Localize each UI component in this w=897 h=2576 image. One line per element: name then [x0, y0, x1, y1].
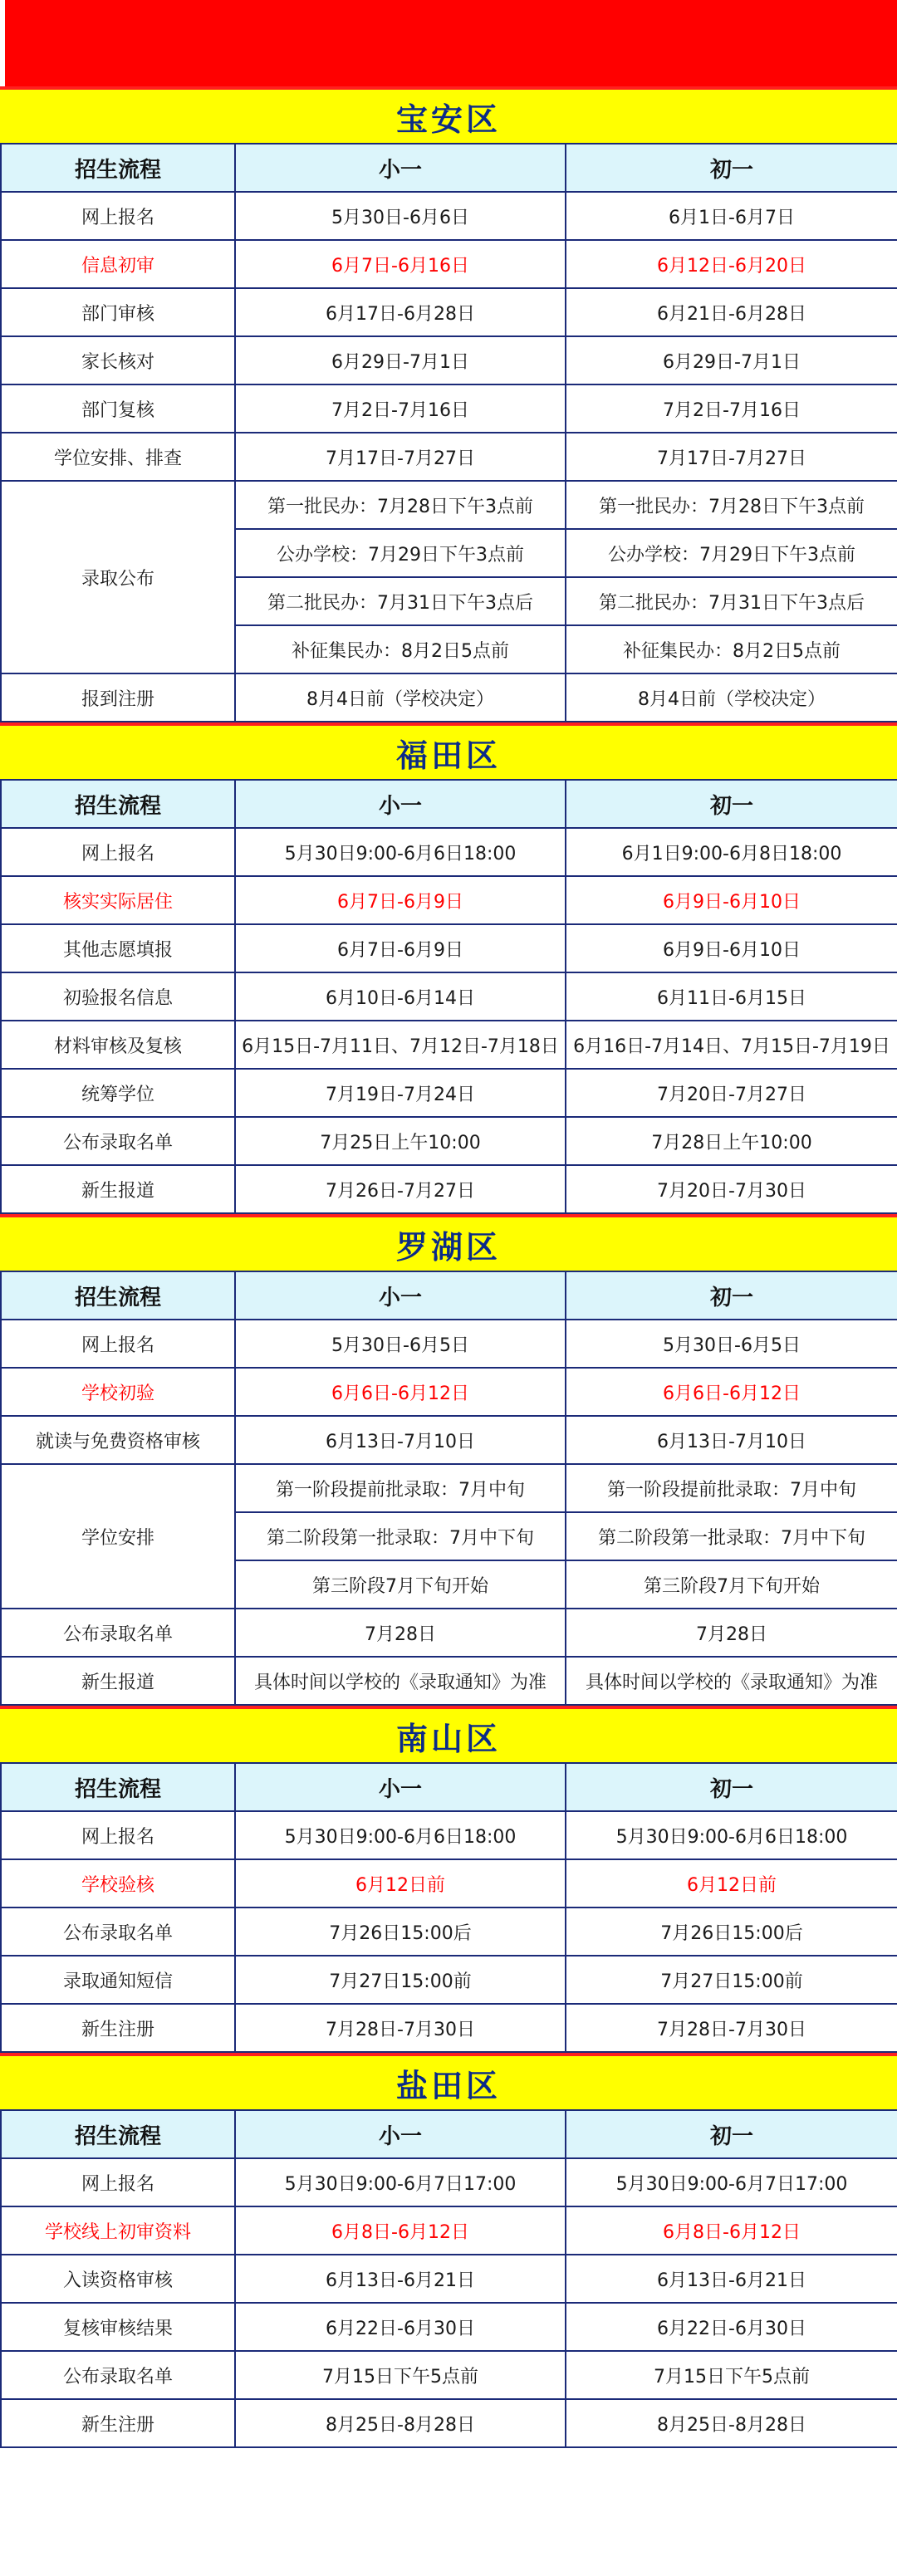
junior-cell: 第一批民办：7月28日下午3点前: [566, 481, 897, 529]
junior-cell: 7月15日下午5点前: [566, 2351, 897, 2399]
junior-cell: 6月8日-6月12日: [566, 2206, 897, 2255]
primary-cell: 7月15日下午5点前: [235, 2351, 566, 2399]
district-header: 福田区: [0, 722, 897, 779]
junior-cell: 第三阶段7月下旬开始: [566, 1560, 897, 1609]
table-row: [1, 1859, 897, 1908]
top-banner: [0, 0, 897, 86]
primary-cell: 6月6日-6月12日: [235, 1368, 566, 1416]
primary-cell: 公办学校：7月29日下午3点前: [235, 529, 566, 577]
table-row: [1, 1908, 897, 1956]
stage-cell: 家长核对: [1, 336, 235, 384]
primary-cell: 6月7日-6月16日: [235, 240, 566, 288]
primary-cell: 7月17日-7月27日: [235, 433, 566, 481]
table-row: [1, 384, 897, 433]
column-header-row: [1, 780, 897, 828]
junior-cell: 5月30日9:00-6月6日18:00: [566, 1811, 897, 1859]
junior-cell: 公办学校：7月29日下午3点前: [566, 529, 897, 577]
primary-column-header: 小一: [235, 780, 566, 828]
primary-cell: 6月13日-6月21日: [235, 2255, 566, 2303]
stage-column-header: 招生流程: [1, 780, 235, 828]
district-header: 南山区: [0, 1706, 897, 1762]
district-header: 罗湖区: [0, 1214, 897, 1271]
stage-cell: 录取公布: [1, 481, 235, 673]
junior-cell: 6月12日前: [566, 1859, 897, 1908]
table-row: [1, 2158, 897, 2206]
primary-cell: 5月30日9:00-6月6日18:00: [235, 1811, 566, 1859]
stage-cell: 初验报名信息: [1, 972, 235, 1021]
table-row: [1, 240, 897, 288]
stage-cell: 其他志愿填报: [1, 924, 235, 972]
junior-cell: 7月28日-7月30日: [566, 2004, 897, 2052]
table-row: [1, 1165, 897, 1213]
primary-cell: 7月28日: [235, 1609, 566, 1657]
stage-column-header: 招生流程: [1, 2110, 235, 2158]
primary-cell: 6月15日-7月11日、7月12日-7月18日: [235, 1021, 566, 1069]
junior-column-header: 初一: [566, 1271, 897, 1320]
district-schedule-table: [0, 1271, 897, 1706]
district-schedule-table: [0, 1762, 897, 2053]
primary-cell: 7月25日上午10:00: [235, 1117, 566, 1165]
stage-cell: 信息初审: [1, 240, 235, 288]
stage-column-header: 招生流程: [1, 1763, 235, 1811]
primary-cell: 7月28日-7月30日: [235, 2004, 566, 2052]
stage-cell: 录取通知短信: [1, 1956, 235, 2004]
district-schedule-table: [0, 2109, 897, 2448]
junior-cell: 7月28日: [566, 1609, 897, 1657]
primary-cell: 7月2日-7月16日: [235, 384, 566, 433]
stage-cell: 新生注册: [1, 2004, 235, 2052]
table-row: [1, 481, 897, 529]
stage-cell: 新生注册: [1, 2399, 235, 2447]
stage-cell: 核实实际居住: [1, 876, 235, 924]
stage-cell: 部门审核: [1, 288, 235, 336]
primary-column-header: 小一: [235, 1271, 566, 1320]
table-row: [1, 876, 897, 924]
primary-cell: 6月17日-6月28日: [235, 288, 566, 336]
junior-cell: 第一阶段提前批录取：7月中旬: [566, 1464, 897, 1512]
primary-cell: 6月8日-6月12日: [235, 2206, 566, 2255]
table-row: [1, 1117, 897, 1165]
stage-cell: 部门复核: [1, 384, 235, 433]
stage-cell: 新生报道: [1, 1165, 235, 1213]
table-row: [1, 2004, 897, 2052]
junior-cell: 7月17日-7月27日: [566, 433, 897, 481]
column-header-row: [1, 1271, 897, 1320]
primary-cell: 7月26日-7月27日: [235, 1165, 566, 1213]
primary-cell: 第三阶段7月下旬开始: [235, 1560, 566, 1609]
stage-column-header: 招生流程: [1, 144, 235, 192]
junior-cell: 6月22日-6月30日: [566, 2303, 897, 2351]
stage-cell: 公布录取名单: [1, 1609, 235, 1657]
junior-cell: 7月20日-7月27日: [566, 1069, 897, 1117]
stage-cell: 入读资格审核: [1, 2255, 235, 2303]
stage-cell: 学校验核: [1, 1859, 235, 1908]
junior-cell: 6月11日-6月15日: [566, 972, 897, 1021]
table-row: [1, 972, 897, 1021]
table-row: [1, 2351, 897, 2399]
primary-cell: 6月7日-6月9日: [235, 876, 566, 924]
junior-column-header: 初一: [566, 144, 897, 192]
table-row: [1, 2303, 897, 2351]
table-row: [1, 2206, 897, 2255]
primary-cell: 第二阶段第一批录取：7月中下旬: [235, 1512, 566, 1560]
primary-cell: 6月29日-7月1日: [235, 336, 566, 384]
primary-column-header: 小一: [235, 1763, 566, 1811]
column-header-row: [1, 1763, 897, 1811]
junior-cell: 6月29日-7月1日: [566, 336, 897, 384]
table-row: [1, 1320, 897, 1368]
table-row: [1, 1657, 897, 1705]
stage-cell: 公布录取名单: [1, 1908, 235, 1956]
table-row: [1, 924, 897, 972]
table-row: [1, 336, 897, 384]
junior-cell: 6月9日-6月10日: [566, 876, 897, 924]
stage-cell: 学校初验: [1, 1368, 235, 1416]
stage-cell: 材料审核及复核: [1, 1021, 235, 1069]
junior-cell: 7月26日15:00后: [566, 1908, 897, 1956]
table-row: [1, 1416, 897, 1464]
district-header: 宝安区: [0, 86, 897, 143]
column-header-row: [1, 144, 897, 192]
district-header: 盐田区: [0, 2053, 897, 2109]
stage-column-header: 招生流程: [1, 1271, 235, 1320]
junior-cell: 6月21日-6月28日: [566, 288, 897, 336]
junior-cell: 7月20日-7月30日: [566, 1165, 897, 1213]
stage-cell: 网上报名: [1, 2158, 235, 2206]
table-row: [1, 1956, 897, 2004]
table-row: [1, 2399, 897, 2447]
junior-cell: 6月1日-6月7日: [566, 192, 897, 240]
table-row: [1, 2255, 897, 2303]
primary-cell: 6月7日-6月9日: [235, 924, 566, 972]
primary-cell: 补征集民办：8月2日5点前: [235, 625, 566, 673]
stage-cell: 就读与免费资格审核: [1, 1416, 235, 1464]
primary-cell: 具体时间以学校的《录取通知》为准: [235, 1657, 566, 1705]
junior-cell: 6月9日-6月10日: [566, 924, 897, 972]
primary-cell: 第一阶段提前批录取：7月中旬: [235, 1464, 566, 1512]
stage-cell: 网上报名: [1, 1811, 235, 1859]
junior-cell: 8月25日-8月28日: [566, 2399, 897, 2447]
primary-cell: 7月26日15:00后: [235, 1908, 566, 1956]
primary-column-header: 小一: [235, 144, 566, 192]
stage-cell: 学位安排、排查: [1, 433, 235, 481]
stage-cell: 公布录取名单: [1, 1117, 235, 1165]
stage-cell: 学校线上初审资料: [1, 2206, 235, 2255]
junior-cell: 第二批民办：7月31日下午3点后: [566, 577, 897, 625]
primary-cell: 5月30日9:00-6月7日17:00: [235, 2158, 566, 2206]
stage-cell: 学位安排: [1, 1464, 235, 1609]
primary-cell: 8月25日-8月28日: [235, 2399, 566, 2447]
primary-cell: 6月10日-6月14日: [235, 972, 566, 1021]
primary-cell: 8月4日前（学校决定）: [235, 673, 566, 722]
junior-cell: 7月2日-7月16日: [566, 384, 897, 433]
junior-cell: 补征集民办：8月2日5点前: [566, 625, 897, 673]
primary-cell: 6月13日-7月10日: [235, 1416, 566, 1464]
stage-cell: 复核审核结果: [1, 2303, 235, 2351]
primary-cell: 6月12日前: [235, 1859, 566, 1908]
junior-cell: 6月13日-6月21日: [566, 2255, 897, 2303]
table-row: [1, 1069, 897, 1117]
junior-cell: 6月12日-6月20日: [566, 240, 897, 288]
table-row: [1, 1021, 897, 1069]
primary-cell: 5月30日-6月5日: [235, 1320, 566, 1368]
junior-cell: 6月6日-6月12日: [566, 1368, 897, 1416]
table-row: [1, 288, 897, 336]
schedule-content: [0, 86, 897, 2448]
table-row: [1, 673, 897, 722]
junior-cell: 6月13日-7月10日: [566, 1416, 897, 1464]
junior-cell: 5月30日9:00-6月7日17:00: [566, 2158, 897, 2206]
primary-cell: 7月27日15:00前: [235, 1956, 566, 2004]
table-row: [1, 1368, 897, 1416]
junior-column-header: 初一: [566, 1763, 897, 1811]
table-row: [1, 192, 897, 240]
stage-cell: 网上报名: [1, 828, 235, 876]
stage-cell: 新生报道: [1, 1657, 235, 1705]
junior-cell: 5月30日-6月5日: [566, 1320, 897, 1368]
primary-cell: 第二批民办：7月31日下午3点后: [235, 577, 566, 625]
primary-cell: 5月30日-6月6日: [235, 192, 566, 240]
table-row: [1, 828, 897, 876]
stage-cell: 网上报名: [1, 1320, 235, 1368]
junior-cell: 第二阶段第一批录取：7月中下旬: [566, 1512, 897, 1560]
district-schedule-table: [0, 143, 897, 722]
junior-cell: 7月28日上午10:00: [566, 1117, 897, 1165]
stage-cell: 报到注册: [1, 673, 235, 722]
table-row: [1, 1609, 897, 1657]
junior-column-header: 初一: [566, 780, 897, 828]
junior-cell: 6月16日-7月14日、7月15日-7月19日: [566, 1021, 897, 1069]
table-row: [1, 1811, 897, 1859]
junior-cell: 8月4日前（学校决定）: [566, 673, 897, 722]
table-row: [1, 1464, 897, 1512]
stage-cell: 统筹学位: [1, 1069, 235, 1117]
junior-cell: 7月27日15:00前: [566, 1956, 897, 2004]
district-schedule-table: [0, 779, 897, 1214]
stage-cell: 网上报名: [1, 192, 235, 240]
table-row: [1, 433, 897, 481]
primary-cell: 5月30日9:00-6月6日18:00: [235, 828, 566, 876]
junior-cell: 6月1日9:00-6月8日18:00: [566, 828, 897, 876]
junior-column-header: 初一: [566, 2110, 897, 2158]
stage-cell: 公布录取名单: [1, 2351, 235, 2399]
junior-cell: 具体时间以学校的《录取通知》为准: [566, 1657, 897, 1705]
primary-cell: 7月19日-7月24日: [235, 1069, 566, 1117]
column-header-row: [1, 2110, 897, 2158]
primary-column-header: 小一: [235, 2110, 566, 2158]
primary-cell: 6月22日-6月30日: [235, 2303, 566, 2351]
primary-cell: 第一批民办：7月28日下午3点前: [235, 481, 566, 529]
